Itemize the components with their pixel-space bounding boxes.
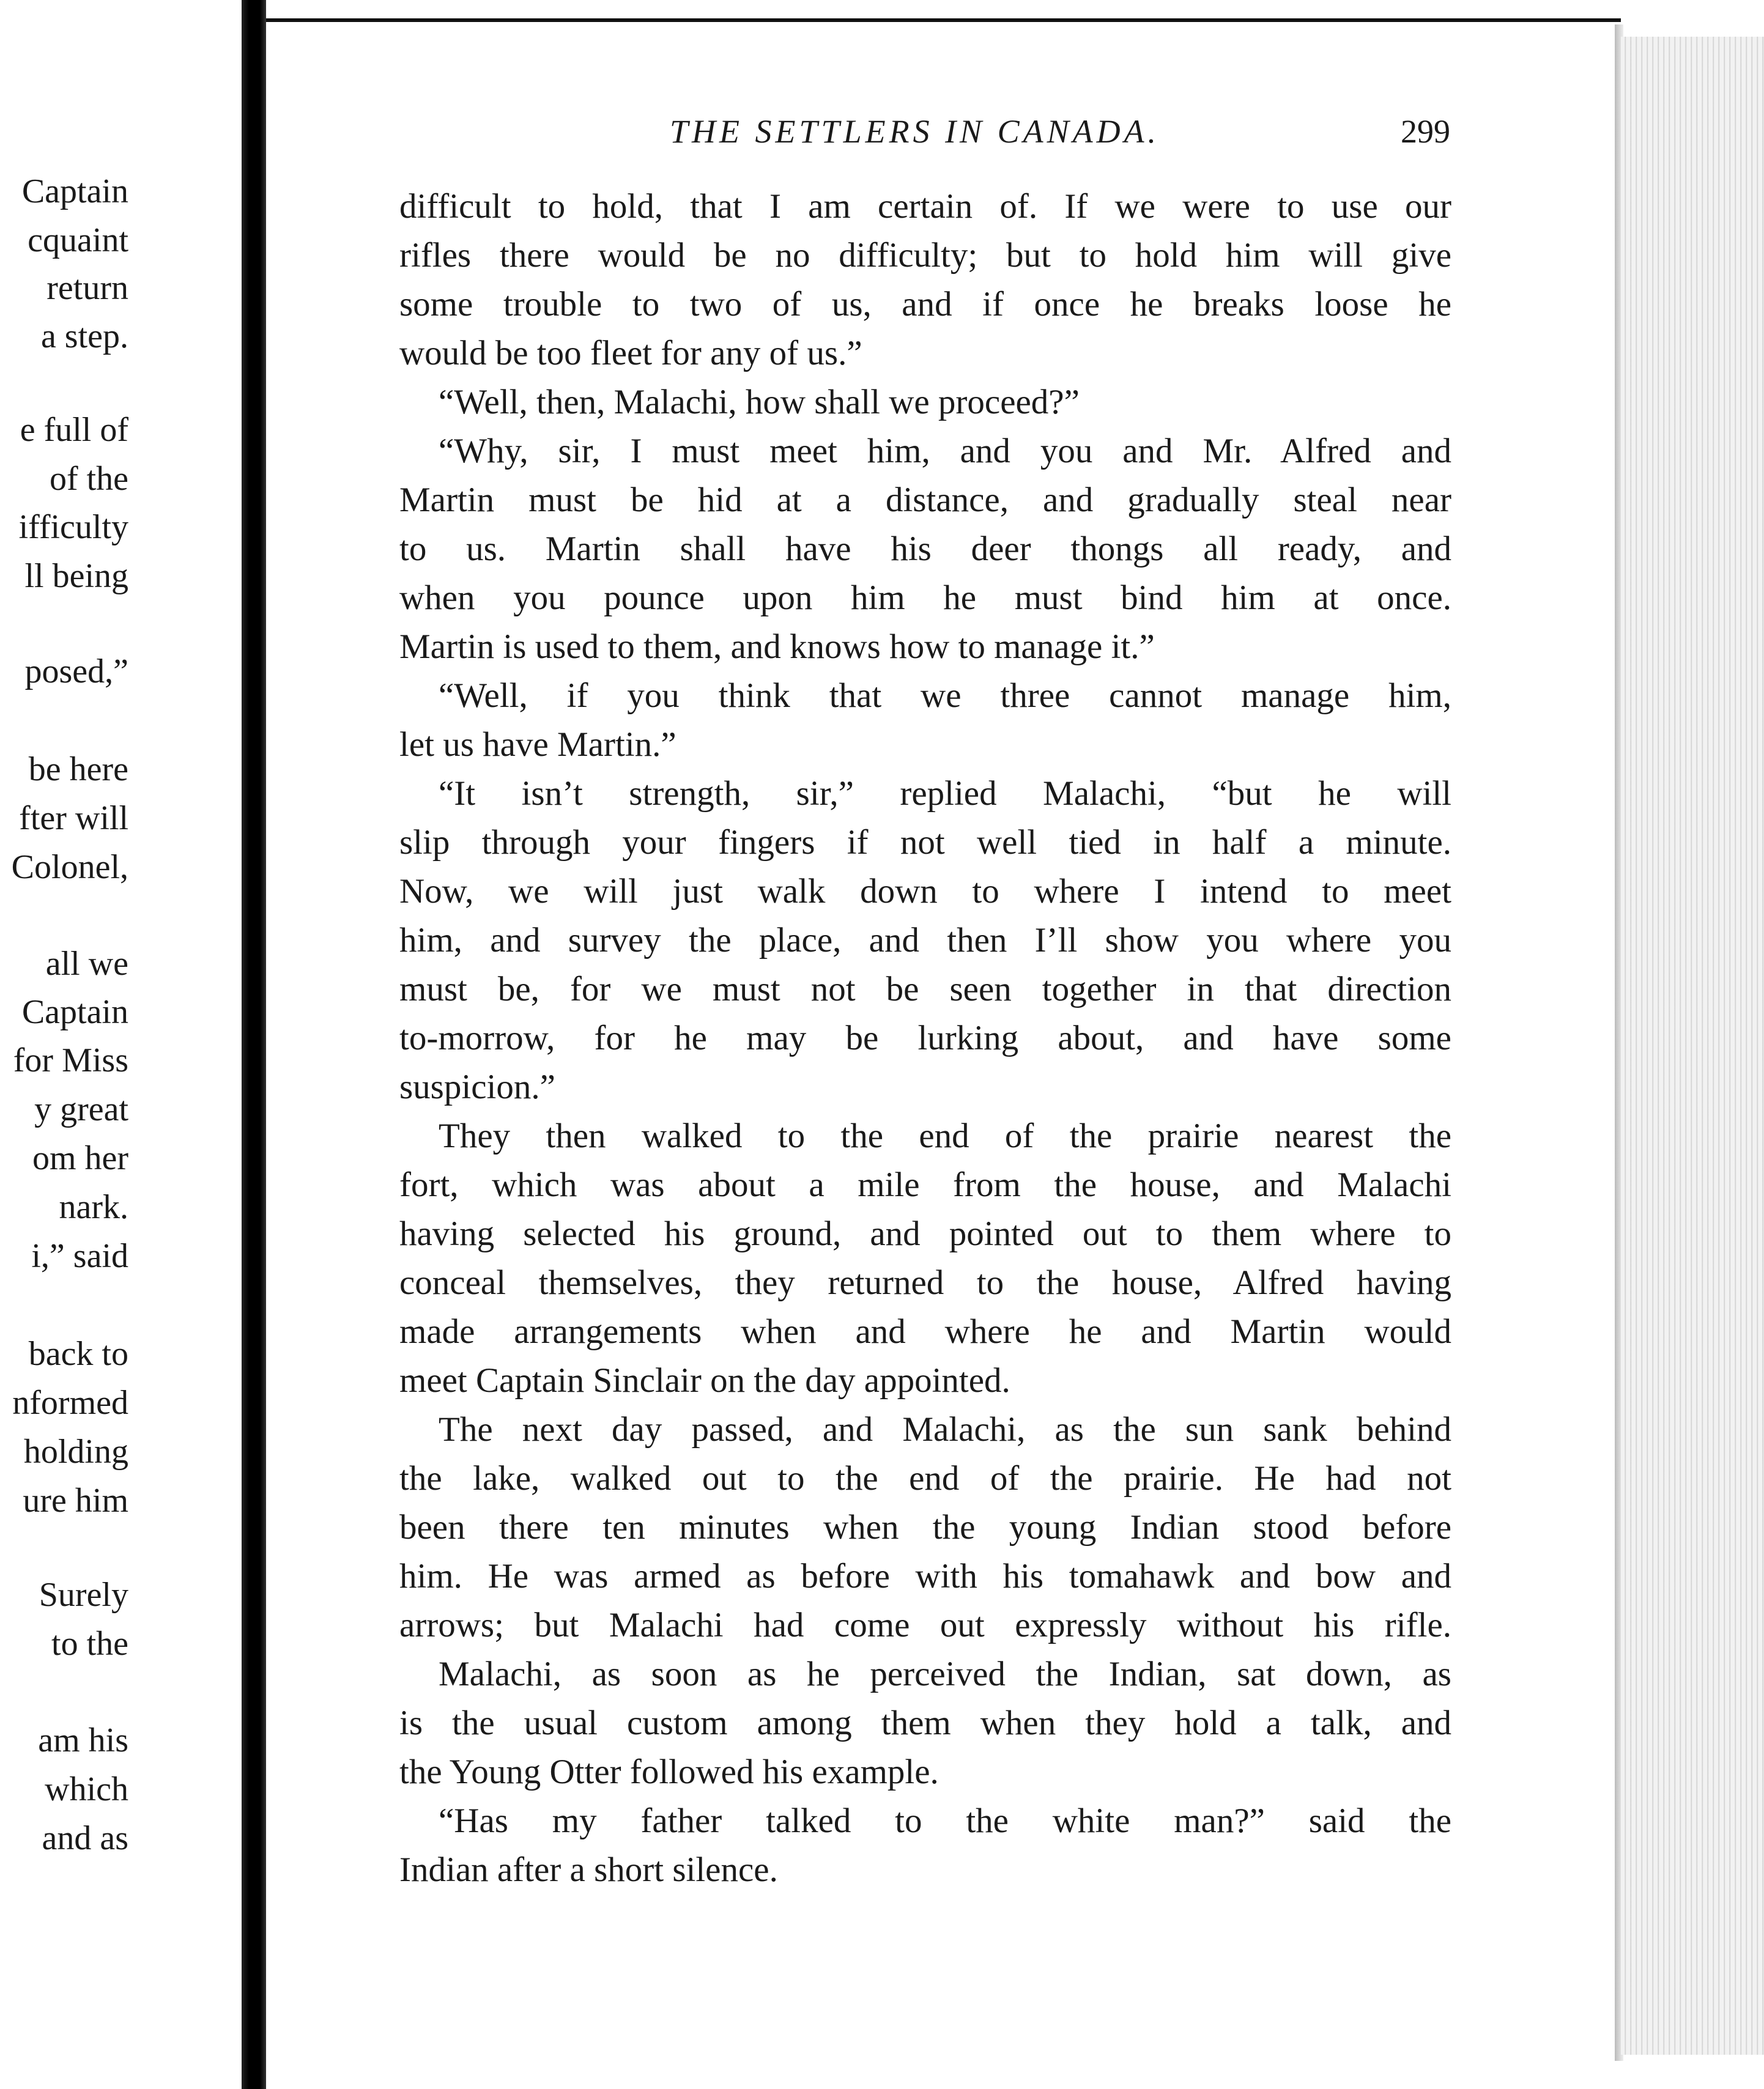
- facing-page-line: and as: [42, 1819, 128, 1857]
- text-line: Indian after a short silence.: [399, 1851, 778, 1889]
- text-line: “Has my father talked to the white man?” said the: [439, 1802, 1451, 1840]
- text-line: been there ten minutes when the young Indian stood before: [399, 1508, 1451, 1547]
- text-line: must be, for we must not be seen together in that direction: [399, 970, 1451, 1008]
- text-line: some trouble to two of us, and if once he breaks loose he: [399, 285, 1451, 324]
- text-line: let us have Martin.”: [399, 725, 676, 764]
- text-line: “Why, sir, I must meet him, and you and Mr. Alfred and: [439, 432, 1451, 470]
- facing-page-line: which: [45, 1770, 128, 1808]
- text-line: They then walked to the end of the prairie nearest the: [439, 1117, 1451, 1155]
- text-line: him, and survey the place, and then I’ll show you where you: [399, 921, 1451, 959]
- facing-page-line: be here: [28, 750, 128, 788]
- text-line: arrows; but Malachi had come out expressly without his rifle.: [399, 1606, 1451, 1644]
- book-gutter: [242, 0, 266, 2089]
- text-line: rifles there would be no difficulty; but to hold him will give: [399, 236, 1451, 275]
- text-line: Now, we will just walk down to where I intend to meet: [399, 872, 1451, 911]
- facing-page-line: nark.: [59, 1188, 128, 1226]
- facing-page-line: Colonel,: [11, 848, 128, 886]
- text-line: would be too fleet for any of us.”: [399, 334, 862, 372]
- text-line: “Well, if you think that we three cannot manage him,: [439, 676, 1451, 715]
- text-line: is the usual custom among them when they hold a talk, and: [399, 1704, 1451, 1742]
- facing-page-line: Captain: [21, 172, 128, 210]
- facing-page-line: back to: [28, 1335, 128, 1373]
- facing-page-line: holding: [23, 1433, 128, 1471]
- text-line: the lake, walked out to the end of the prairie. He had not: [399, 1459, 1451, 1498]
- facing-page-line: Captain: [21, 993, 128, 1031]
- text-line: having selected his ground, and pointed out to them where to: [399, 1215, 1451, 1253]
- page-number: 299: [1401, 113, 1450, 150]
- facing-page-line: fter will: [19, 799, 128, 837]
- facing-page-line: ifficulty: [18, 508, 128, 546]
- text-line: conceal themselves, they returned to the house, Alfred having: [399, 1263, 1451, 1302]
- facing-page-line: for Miss: [13, 1041, 128, 1079]
- page-edge-stack: [1621, 37, 1764, 2055]
- text-line: fort, which was about a mile from the house, and Malachi: [399, 1166, 1451, 1204]
- text-line: when you pounce upon him he must bind him at once.: [399, 579, 1451, 617]
- text-line: slip through your fingers if not well tied in half a minute.: [399, 823, 1451, 862]
- facing-page-line: a step.: [40, 317, 128, 355]
- book-page: [266, 18, 1621, 2058]
- text-line: Martin must be hid at a distance, and gradually steal near: [399, 481, 1451, 519]
- facing-page-line: posed,”: [24, 653, 128, 690]
- facing-page: [0, 0, 245, 2089]
- facing-page-line: y great: [34, 1090, 128, 1128]
- text-line: The next day passed, and Malachi, as the sun sank behind: [439, 1410, 1451, 1449]
- facing-page-line: ure him: [23, 1482, 128, 1520]
- facing-page-line: Surely: [39, 1576, 128, 1614]
- running-head: THE SETTLERS IN CANADA.: [670, 113, 1160, 150]
- facing-page-line: to the: [51, 1625, 128, 1663]
- text-line: difficult to hold, that I am certain of. If we were to use our: [399, 187, 1451, 226]
- text-line: made arrangements when and where he and Martin would: [399, 1312, 1451, 1351]
- facing-page-line: i,” said: [31, 1237, 128, 1275]
- facing-page-line: e full of: [20, 411, 128, 449]
- facing-page-line: nformed: [12, 1384, 128, 1422]
- facing-page-line: ll being: [24, 557, 128, 595]
- facing-page-line: all we: [45, 945, 128, 983]
- text-line: suspicion.”: [399, 1068, 555, 1106]
- text-line: him. He was armed as before with his tomahawk and bow and: [399, 1557, 1451, 1595]
- text-line: “It isn’t strength, sir,” replied Malachi, “but he will: [439, 774, 1451, 813]
- body-text: [399, 182, 1451, 1895]
- facing-page-line: of the: [49, 460, 128, 498]
- text-line: to-morrow, for he may be lurking about, and have some: [399, 1019, 1451, 1057]
- text-line: meet Captain Sinclair on the day appointed.: [399, 1361, 1010, 1400]
- facing-page-line: om her: [32, 1139, 128, 1177]
- text-line: Martin is used to them, and knows how to manage it.”: [399, 627, 1155, 666]
- facing-page-line: cquaint: [28, 221, 128, 259]
- facing-page-line: return: [46, 269, 128, 307]
- text-line: to us. Martin shall have his deer thongs all ready, and: [399, 530, 1451, 568]
- text-line: Malachi, as soon as he perceived the Indian, sat down, as: [439, 1655, 1451, 1693]
- facing-page-line: am his: [38, 1721, 128, 1759]
- text-line: “Well, then, Malachi, how shall we proceed?”: [439, 383, 1080, 421]
- text-line: the Young Otter followed his example.: [399, 1753, 939, 1791]
